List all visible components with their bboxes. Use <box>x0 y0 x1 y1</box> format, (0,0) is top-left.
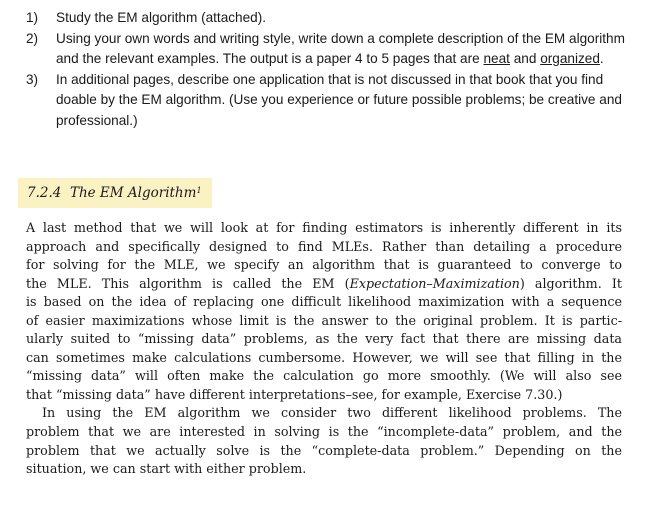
emphasis: – <box>426 275 433 291</box>
instruction-text: Study the EM algorithm (attached). <box>56 10 267 25</box>
item-number: 2) <box>26 30 39 46</box>
text-line: approach and specifically designed to find MLEs. Rather than detailing a procedure <box>26 238 622 254</box>
text-line: situation, we can start with either problem. <box>26 461 307 477</box>
book-excerpt <box>26 219 622 479</box>
text-line: that “missing data” have different interpretations–see, for example, Exercise 7.30.) <box>26 386 563 402</box>
text-line: can sometimes make calculations cumbersome. However, we will see that filling in the <box>26 349 622 365</box>
text-segment: ) algorithm. It <box>519 275 622 291</box>
text-line: ularly suited to “missing data” problems, as the very fact that there are missing data <box>26 331 622 347</box>
section-number: 7.2.4 <box>27 185 62 201</box>
text-line: problem that we actually solve is the “complete-data problem.” Depending on the <box>26 442 622 458</box>
text-line <box>26 275 622 294</box>
text-line: “missing data” will often make the calculation go more smoothly. (We will also see <box>26 368 622 384</box>
instruction-item <box>18 70 648 132</box>
instruction-item <box>18 29 648 70</box>
text-line: problem that we are interested in solving is the “incomplete-data” problem, and the <box>26 424 622 440</box>
item-number: 3) <box>26 71 39 87</box>
instruction-list <box>18 8 648 131</box>
section-heading <box>18 178 212 208</box>
emphasis: Expectation <box>349 275 427 291</box>
instruction-text: and <box>509 51 541 66</box>
instruction-text: and the relevant examples. The output is a paper 4 to 5 pages that are <box>56 51 484 66</box>
instruction-text: . <box>599 51 604 66</box>
text-segment: the MLE. This algorithm is called the EM ( <box>26 275 350 291</box>
emphasis: Maximization <box>432 275 520 291</box>
text-line: In using the EM algorithm we consider two different likelihood problems. The <box>42 405 622 421</box>
instruction-text: In additional pages, describe one application that is not discussed in that book that you find <box>56 71 604 87</box>
underlined-word: neat <box>483 51 510 66</box>
underlined-word: organized <box>540 51 600 66</box>
item-number: 1) <box>26 10 39 25</box>
footnote-mark: 1 <box>196 186 202 195</box>
instruction-text: professional.) <box>56 112 138 128</box>
text-line: of easier maximizations whose limit is the answer to the original problem. It is partic- <box>26 312 622 328</box>
instruction-text: doable by the EM algorithm. (Use you experience or future possible problems; be creative and <box>56 92 622 107</box>
text-line: for solving for the MLE, we specify an algorithm that is guaranteed to converge to <box>26 257 622 273</box>
instruction-item <box>18 8 648 29</box>
text-line: is based on the idea of replacing one difficult likelihood maximization with a sequence <box>26 294 622 310</box>
text-line: A last method that we will look at for finding estimators is inherently different in its <box>26 220 622 235</box>
section-title: The EM Algorithm <box>69 185 197 201</box>
instruction-text: Using your own words and writing style, write down a complete description of the EM algorithm <box>56 30 625 46</box>
